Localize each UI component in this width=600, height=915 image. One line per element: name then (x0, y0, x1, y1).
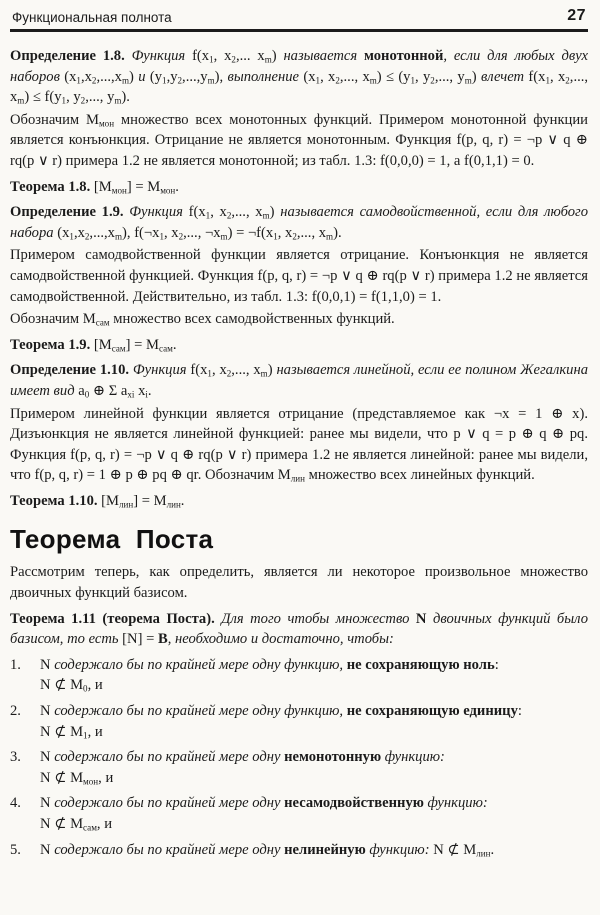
text-run: 2 (565, 75, 570, 86)
text-run: 2 (335, 75, 340, 86)
text-run: Функция (129, 204, 189, 221)
text-run: (x (303, 68, 316, 85)
text-run: ,..., ¬x (183, 224, 221, 241)
text-run: , x (211, 362, 227, 379)
definition-1-8 (10, 46, 588, 108)
text-run: Обозначим M (10, 111, 99, 128)
text-run: ,..., y (434, 68, 465, 85)
text-run: ) ≤ (y (376, 68, 411, 85)
text-run: , (167, 631, 175, 648)
page-content (10, 32, 588, 860)
text-run: ) ≤ f(y (24, 89, 62, 106)
paragraph-selfdual-set (10, 309, 588, 330)
text-run: влечет (480, 68, 529, 85)
section-heading: Теорема Поста (10, 524, 214, 555)
text-run: m (207, 75, 215, 86)
text-run: [N] = (122, 631, 158, 648)
theorem-1-8 (10, 177, 588, 198)
text-run: ,..., y (85, 89, 115, 106)
text-run: множество всех монотонных функций. Примером монотонной функции является конъюнкция. Отрицание не является монотонным. Функция f(p, q, r) = ¬p ∨ q ⊕ rq(p ∨ r) примера 1.2 не является монотонной; из табл. 1.3: f(0,0,0) = 1, а f(0,1,1) = 0. (10, 111, 588, 169)
text-run: множество всех линейных функций. (304, 467, 535, 484)
text-run: 1 (61, 95, 67, 106)
text-run: , x (320, 68, 336, 85)
text-run: функцию: (423, 795, 488, 812)
text-run: называется (283, 48, 365, 64)
text-run: m (17, 95, 25, 106)
text-run: Для того чтобы множество (221, 610, 416, 627)
text-run: содержало бы по крайней мере одну (54, 749, 285, 766)
item-number: 1. (10, 656, 21, 673)
text-run: 1 (273, 231, 278, 242)
text-run: 0 (84, 389, 90, 400)
text-run: i (145, 389, 148, 400)
text-run: m (369, 75, 377, 86)
text-run: не сохраняющую ноль (346, 656, 495, 673)
definition-1-9 (10, 202, 588, 243)
text-run: Теорема 1.11 (теорема Поста). (10, 610, 222, 627)
text-run: 1 (162, 75, 167, 86)
text-run: называется самодвойственной, если для любого набора (10, 204, 589, 241)
text-run: m (326, 231, 334, 242)
item-text (40, 747, 588, 768)
text-run: ) (267, 362, 277, 379)
text-run: Примером самодвойственной функции является отрицание. Конъюнкция не является самодвойственной функцией. Функция f(p, q, r) = ¬p ∨ q ⊕ rq(p ∨ r) примера 1.2 не является самодвойственной. Действительно, из табл. 1.3: f(0,0,1) = f(1,1,0) = 1. (10, 247, 588, 305)
text-run: [M (93, 336, 112, 353)
text-run: m (262, 210, 270, 221)
text-run: m (464, 75, 472, 86)
text-run: ,..., x (231, 362, 261, 379)
text-run: Теорема 1.10. (10, 492, 102, 509)
text-run: 2 (231, 54, 236, 65)
post-condition-3 (10, 747, 588, 788)
text-run: N ⊄ M (40, 677, 84, 694)
item-number: 4. (10, 795, 21, 812)
text-run: Рассмотрим теперь, как определить, является ли некоторое произвольное множество двоичных функций базисом. (10, 564, 588, 602)
text-run: лин (290, 473, 305, 484)
text-run: несамодвойственную (284, 795, 424, 812)
text-run: ) (271, 48, 284, 64)
item-body (40, 701, 588, 742)
text-run: 1 (209, 54, 214, 65)
text-run: называется линейной, если ее полином Жегалкина имеет вид (10, 362, 588, 399)
text-run: ) (269, 204, 281, 221)
text-run: xi (127, 389, 135, 400)
text-run: необходимо и достаточно, чтобы: (175, 631, 394, 648)
text-run: : (517, 703, 522, 720)
text-run: (y (149, 68, 163, 85)
text-run: ,y (166, 68, 178, 85)
running-header-title: Функциональная полнота (12, 10, 172, 25)
text-run: 0 (83, 684, 88, 695)
text-run: Функция (131, 48, 193, 64)
text-run: 2 (84, 231, 90, 242)
text-run: содержало бы по крайней мере одну (54, 795, 285, 812)
text-run: Определение 1.8. (10, 48, 132, 64)
text-run: f(x (190, 362, 208, 379)
text-run: 2 (177, 75, 183, 86)
text-run: f(¬x (134, 224, 160, 241)
text-run: ), (122, 224, 135, 241)
text-run: x (134, 382, 146, 399)
text-run: лин (166, 499, 181, 510)
item-formula (40, 768, 588, 789)
text-run: ,...,y (182, 68, 208, 85)
text-run: ,..., x (231, 204, 263, 221)
text-run: ) (129, 68, 139, 85)
text-run: ⊕ Σ a (89, 382, 128, 399)
item-formula (40, 814, 588, 835)
text-run: Определение 1.9. (10, 204, 130, 221)
post-condition-5 (10, 840, 588, 861)
text-run: , и (87, 677, 103, 694)
text-run: 1 (545, 75, 550, 86)
post-condition-4 (10, 793, 588, 834)
item-number: 2. (10, 703, 21, 720)
text-run: m (260, 369, 268, 380)
text-run: m (220, 231, 228, 242)
text-run: , если для любых двух наборов (10, 48, 588, 85)
text-run: N (40, 795, 55, 812)
text-run: , y (415, 68, 431, 85)
text-run: лин (119, 499, 134, 510)
text-run: ). (121, 89, 130, 106)
item-text (40, 655, 588, 676)
text-run: . (490, 841, 495, 858)
text-run: B (157, 631, 168, 648)
item-text (40, 701, 588, 722)
text-run: сам (158, 343, 173, 354)
text-run: . (175, 178, 179, 195)
text-run: [M (101, 492, 120, 509)
text-run: , и (87, 723, 103, 740)
text-run: ,x (80, 68, 92, 85)
item-number: 5. (10, 841, 21, 858)
text-run: ) (471, 68, 481, 85)
text-run: ] = M (133, 492, 167, 509)
text-run: нелинейную (284, 841, 366, 858)
text-run: Определение 1.10. (10, 362, 133, 379)
text-run: лин (476, 848, 491, 859)
text-run: . (180, 492, 185, 509)
text-run: m (114, 95, 122, 106)
theorem-1-9 (10, 335, 588, 356)
text-run: 1 (83, 730, 88, 741)
text-run: f(x (192, 48, 210, 64)
text-run: 1 (207, 369, 212, 380)
item-body (40, 793, 588, 834)
item-number: 3. (10, 749, 21, 766)
item-body (40, 747, 588, 788)
text-run: [M (93, 178, 112, 195)
text-run: , x (549, 68, 566, 85)
text-run: ,...,x (96, 68, 122, 85)
text-run: множество всех самодвойственных функций. (109, 311, 395, 328)
text-run: N (40, 841, 55, 858)
paragraph-monotone-discussion (10, 110, 588, 172)
text-run: ,..., x (10, 68, 589, 106)
text-run: f(x (528, 68, 546, 85)
paragraph-linear-discussion (10, 404, 588, 486)
text-run: ,..., x (296, 224, 327, 241)
text-run: , и (98, 769, 114, 786)
text-run: , x (277, 224, 293, 241)
text-run: a (78, 382, 85, 399)
text-run: Теорема 1.9. (10, 336, 94, 353)
item-body (40, 655, 588, 696)
text-run: ,..., x (339, 68, 370, 85)
text-run: 1 (159, 231, 164, 242)
text-run: N (40, 703, 55, 720)
text-run: , x (163, 224, 179, 241)
text-run: m (121, 75, 130, 86)
text-run: мон (83, 776, 99, 787)
text-run: содержало бы по крайней мере одну функцию, (54, 703, 347, 720)
text-run: 2 (430, 75, 435, 86)
text-run: N ⊄ M (40, 816, 84, 832)
page-number: 27 (567, 7, 586, 24)
text-run: . (172, 336, 177, 353)
paragraph-selfdual-discussion (10, 245, 588, 307)
text-run: двоичных функций было базисом, то есть (10, 610, 588, 648)
text-run: сам (111, 343, 126, 354)
text-run: 1 (76, 75, 81, 86)
text-run: 2 (226, 369, 232, 380)
text-run: , x (210, 204, 227, 221)
text-run: N (415, 610, 427, 627)
text-run: содержало бы по крайней мере одну функцию, (54, 656, 347, 673)
text-run: ,...,x (89, 224, 115, 241)
paragraph-post-intro (10, 562, 588, 603)
item-formula (40, 722, 588, 743)
text-run: 2 (80, 95, 86, 106)
text-run: , y (66, 89, 81, 106)
text-run: сам (83, 822, 97, 833)
text-run: N (40, 656, 55, 673)
text-run: 2 (91, 75, 97, 86)
running-header (10, 6, 588, 32)
post-condition-1 (10, 655, 588, 696)
text-run: ). (333, 224, 342, 241)
text-run: N ⊄ M (433, 841, 477, 858)
text-run: . (147, 382, 152, 399)
text-run: 1 (410, 75, 416, 86)
text-run: Теорема 1.8. (10, 178, 94, 195)
text-run: m (114, 231, 123, 242)
text-run: содержало бы по крайней мере одну (54, 841, 285, 858)
text-run: : (494, 656, 499, 673)
text-run: и (138, 68, 150, 85)
text-run: немонотонную (284, 749, 382, 766)
text-run: монотонной (364, 48, 444, 64)
text-run: N (40, 749, 55, 766)
text-run: f(x (188, 204, 206, 221)
text-run: ), (214, 68, 228, 85)
text-run: мон (98, 118, 115, 129)
text-run: функцию: (365, 841, 434, 858)
text-run: мон (160, 185, 176, 196)
text-run: 1 (69, 231, 74, 242)
text-run: ] = M (125, 336, 159, 353)
text-run: (x (57, 224, 70, 241)
text-run: 1 (205, 210, 211, 221)
text-run: 2 (292, 231, 297, 242)
text-run: (x (64, 68, 77, 85)
text-run: N ⊄ M (40, 723, 84, 740)
text-run: , x (213, 48, 232, 64)
text-run: функцию: (381, 749, 445, 766)
theorem-1-10 (10, 491, 588, 512)
text-run: сам (95, 317, 110, 328)
text-run: ] = M (126, 178, 161, 195)
text-run: Примером линейной функции является отрицание (представляемое как ¬x = 1 ⊕ x). Дизъюнкция не является линейной функцией: ранее мы видели, что p ∨ q = p ⊕ q ⊕ pq. Функция f(p, q, r) = ¬p ∨ q ⊕ rq(p ∨ r) примера 1.2 не является линейной: ранее мы видели, что f(p, q, r) = 1 ⊕ p ⊕ pq ⊕ qr. Обозначим M (10, 405, 588, 484)
definition-1-10 (10, 360, 588, 401)
text-run: 1 (315, 75, 321, 86)
text-run: N ⊄ M (40, 769, 84, 786)
text-run: не сохраняющую единицу (346, 703, 518, 720)
text-run: ,... x (235, 48, 265, 64)
item-body (40, 840, 588, 861)
item-text (40, 840, 588, 861)
text-run: мон (111, 185, 127, 196)
text-run: ,x (73, 224, 85, 241)
item-text (40, 793, 588, 814)
post-condition-2 (10, 701, 588, 742)
text-run: m (264, 54, 272, 65)
text-run: , и (96, 816, 113, 832)
theorem-1-11 (10, 609, 588, 650)
text-run: 2 (178, 231, 184, 242)
text-run: Функция (132, 362, 191, 379)
text-run: Обозначим M (10, 311, 96, 328)
text-run: выполнение (227, 68, 304, 85)
item-formula (40, 675, 588, 696)
text-run: 2 (226, 210, 232, 221)
text-run: ) = ¬f(x (227, 224, 274, 241)
